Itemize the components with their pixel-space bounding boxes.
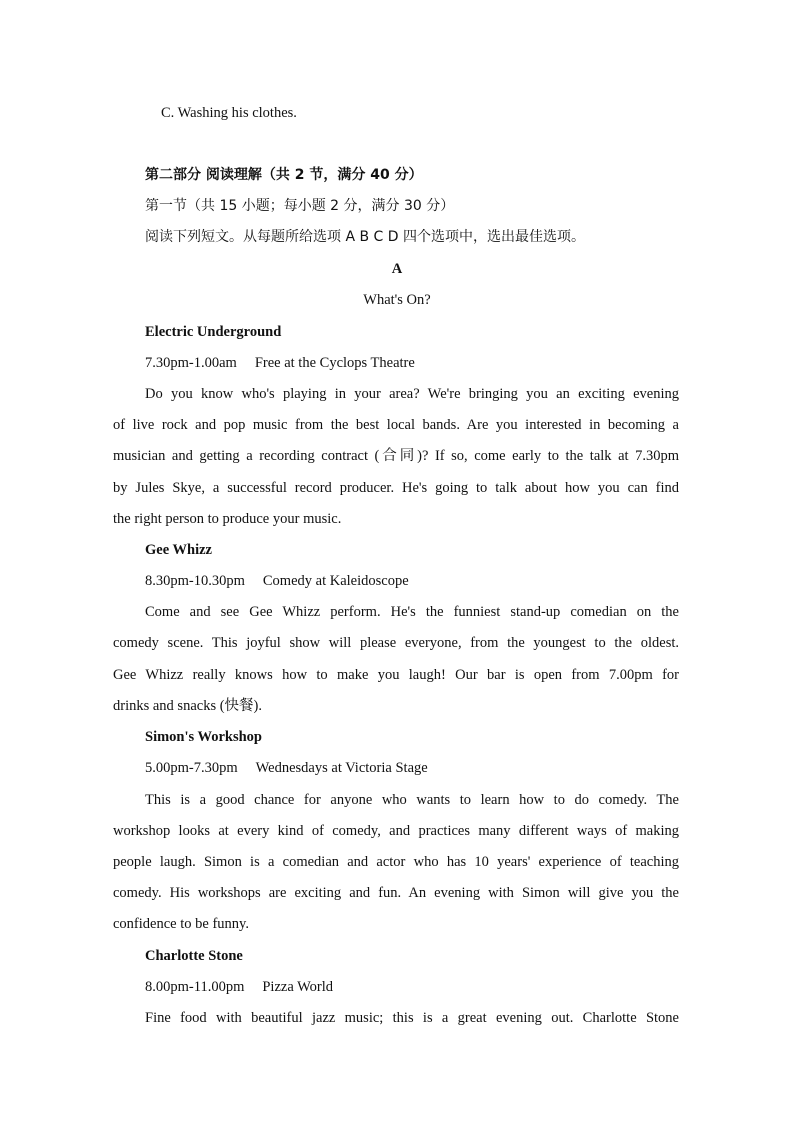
event-description-line: Come and see Gee Whizz perform. He's the funniest stand-up comedian on the <box>145 604 679 620</box>
event-description-line: Do you know who's playing in your area? We're bringing you an exciting evening <box>145 386 679 402</box>
event-description-line: comedy. His workshops are exciting and fun. An evening with Simon will give you the <box>113 885 679 901</box>
event-description-line: Gee Whizz really knows how to make you laugh! Our bar is open from 7.00pm for <box>113 667 679 683</box>
event-description-line: musician and getting a recording contract (合同)? If so, come early to the talk at 7.30pm <box>113 448 679 464</box>
event-description-line: confidence to be funny. <box>113 916 249 932</box>
section-instruction: 阅读下列短文。从每题所给选项 A B C D 四个选项中，选出最佳选项。 <box>145 229 585 245</box>
event-venue: Pizza World <box>262 979 334 995</box>
event-schedule <box>145 353 415 373</box>
event-venue: Wednesdays at Victoria Stage <box>255 760 428 776</box>
event-schedule <box>145 977 333 997</box>
event-time: 7.30pm-1.00am <box>145 355 237 371</box>
event-schedule <box>145 571 409 591</box>
event-venue: Free at the Cyclops Theatre <box>254 355 415 371</box>
event-schedule <box>145 758 428 778</box>
event-description-line: the right person to produce your music. <box>113 511 342 527</box>
section-title: 第二部分 阅读理解（共 2 节，满分 40 分） <box>145 167 423 183</box>
passage-title: What's On? <box>363 292 431 308</box>
event-name: Gee Whizz <box>145 542 212 558</box>
event-name: Simon's Workshop <box>145 729 262 745</box>
event-description-line: Fine food with beautiful jazz music; this is a great evening out. Charlotte Stone <box>145 1010 679 1026</box>
event-description-line: workshop looks at every kind of comedy, and practices many different ways of making <box>113 823 679 839</box>
event-description-line: comedy scene. This joyful show will please everyone, from the youngest to the oldest. <box>113 635 679 651</box>
section-subtitle: 第一节（共 15 小题；每小题 2 分，满分 30 分） <box>145 198 455 214</box>
event-description-line: by Jules Skye, a successful record producer. He's going to talk about how you can find <box>113 480 679 496</box>
event-time: 8.00pm-11.00pm <box>145 979 245 995</box>
previous-question-option-c: C. Washing his clothes. <box>161 105 297 121</box>
event-time: 8.30pm-10.30pm <box>145 573 245 589</box>
event-name: Electric Underground <box>145 324 282 340</box>
event-description-line: people laugh. Simon is a comedian and actor who has 10 years' experience of teaching <box>113 854 679 870</box>
event-description-line: drinks and snacks (快餐). <box>113 698 263 714</box>
event-venue: Comedy at Kaleidoscope <box>262 573 409 589</box>
event-description-line: of live rock and pop music from the best local bands. Are you interested in becoming a <box>113 417 679 433</box>
event-time: 5.00pm-7.30pm <box>145 760 238 776</box>
event-description-line: This is a good chance for anyone who wants to learn how to do comedy. The <box>145 792 679 808</box>
event-name: Charlotte Stone <box>145 948 243 964</box>
passage-letter: A <box>391 261 403 277</box>
